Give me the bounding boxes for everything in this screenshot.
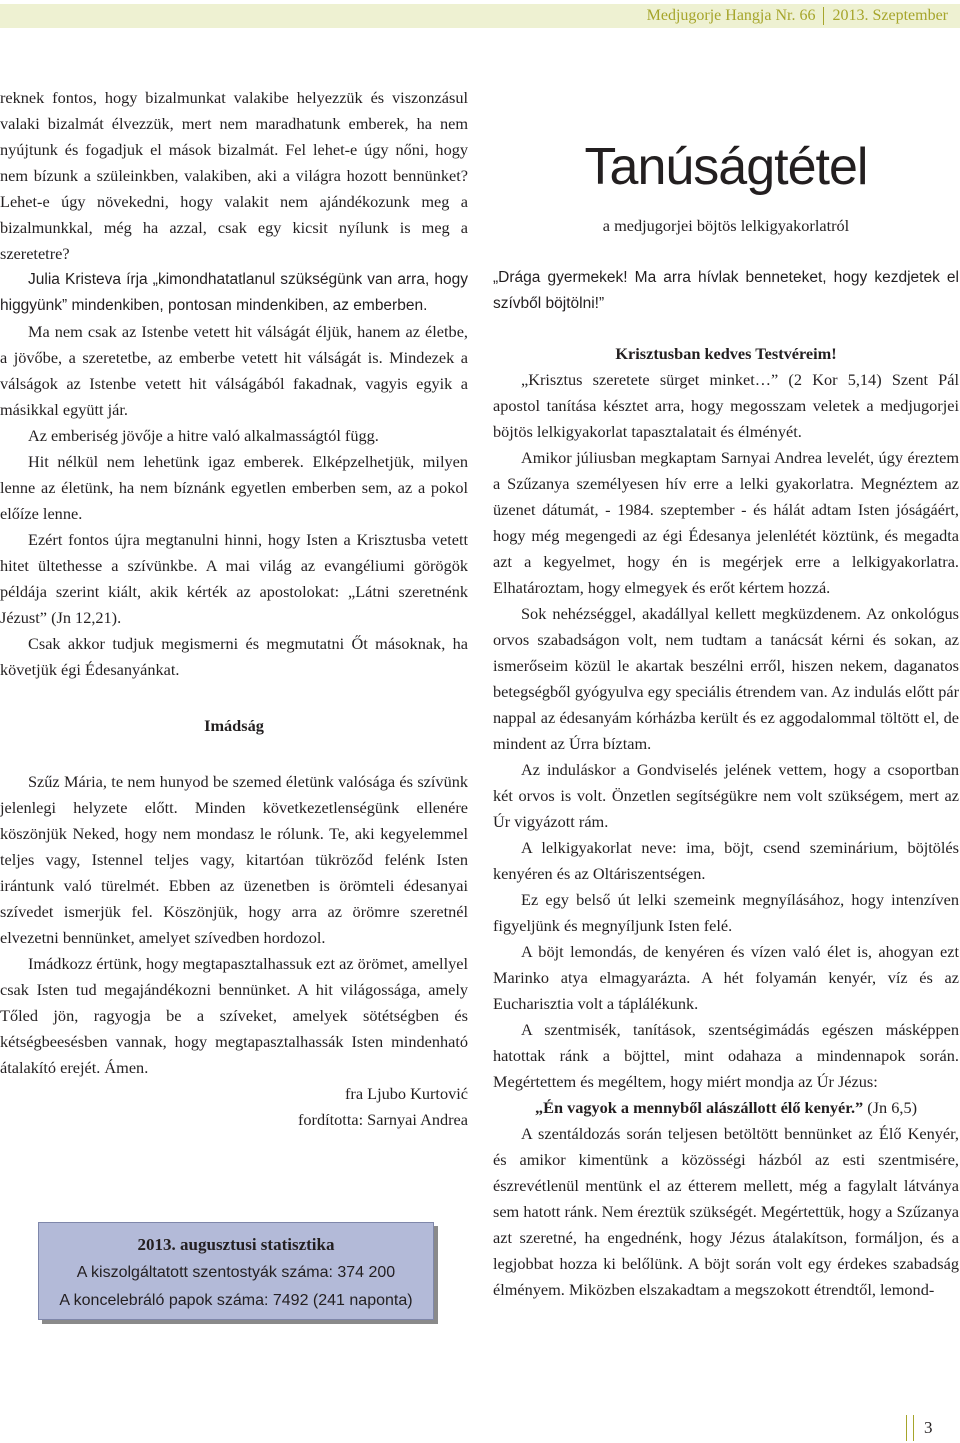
prayer-paragraph: Imádkozz értünk, hogy megtapasztalhassuk ezt az örömet, amellyel csak Isten tud megajándékozni bennünket. A hit világossága, amely Tőled jön, ragyogja be a szíveket, amelyek sötétségben és kétségbeesésben vannak, hogy megtapasztalhassák Isten mindenható átalakító erejét. Ámen. [0,954,468,1077]
issue-number: Nr. 66 [775,7,816,24]
article-title-block [493,135,959,239]
paragraph: Sok nehézséggel, akadállyal kellett megküzdenem. Az onkológus orvos szabadságon volt, nem tudtam a tanácsát kérni és sokan, az ismerőseim közül le akartak beszélni erről, hiszen nekem, daganatos betegségből gyógyulva egy speciális étrendem van. Az indulás előtt pár nappal az édesanyám kórházba került és ez aggodalommal töltött el, de mindent az Úrra bíztam. [493,604,959,753]
paragraph: Az induláskor a Gondviselés jelének vettem, hogy a csoportban két orvos is volt. Önzetlen segítségükre nem volt szükségem, mert az Úr vigyázott rám. [493,760,959,831]
publication-name: Medjugorje Hangja [646,7,772,24]
scripture-quote [493,1095,959,1121]
signature-translator: fordította: Sarnyai Andrea [298,1110,468,1129]
prayer-paragraph: Szűz Mária, te nem hunyod be szemed életünk valósága és szívünk jelenlegi helyzete előtt. Minden következetlenségünk ellenére köszönjük Neked, hogy nem mondasz le rólunk. Te, aki kegyelemmel teljes vagy, Istennel teljes vagy, kitartóan tükröződ felénk Isten irántunk való türelmét. Ebben az üzenetben is örömteli édesanyai szívedet ismerjük fel. Köszönjük, hogy arra az örömre szeretnél elvezetni bennünket, amelyet szívedben hordozol. [0,772,468,947]
issue-date: 2013. Szeptember [832,7,948,24]
header-text [647,6,948,26]
paragraph: „Krisztus szeretete sürget minket…” (2 Kor 5,14) Szent Pál apostol tanítása késztet arra, hogy megosszam veletek a medjugorjei böjtös lelkigyakorlat tapasztalatait és élményét. [493,370,959,441]
statistics-line: A kiszolgáltatott szentostyák száma: 374 200 [76,1264,396,1281]
paragraph: Julia Kristeva írja „kimondhatatlanul szükségünk van arra, hogy higgyünk” mindenkiben, pontosan mindenkiben, az emberben. [0,271,468,314]
right-column [493,265,959,1303]
paragraph: A böjt lemondás, de kenyéren és vízen való élet is, ahogyan ezt Marinko atya elmagyarázta. A hét folyamán kenyér, víz és az Eucharisztia volt a táplálékunk. [493,942,959,1013]
page-number: 3 [924,1418,933,1437]
statistics-title: 2013. augusztusi statisztika [137,1235,335,1254]
paragraph: Az emberiség jövője a hitre való alkalmasságtól függ. [28,426,379,445]
header-separator [823,7,824,25]
paragraph: Csak akkor tudjuk megismerni és megmutatni Őt másoknak, ha követjük égi Édesanyánkat. [0,634,468,679]
paragraph: Ez egy belső út lelki szemeink megnyílásához, hogy intenzíven figyeljünk és megnyíljunk Isten felé. [493,890,959,935]
page-header [0,0,960,32]
statistics-box [38,1222,434,1320]
footer-rule [913,1415,914,1441]
paragraph: A szentmisék, tanítások, szentségimádás egészen másképpen hatottak ránk a böjttel, mint odahaza a mindennapok során. Megértettem és megéltem, hogy miért mondja az Úr Jézus: [493,1020,959,1091]
paragraph: Ezért fontos újra megtanulni hinni, hogy Isten a Krisztusba vetett hitet ültethesse a szívünkbe. A mai világ az evangéliumi görögök példája szerint kiált, akik kérték az apostolokat: „Látni szeretnénk Jézust” (Jn 12,21). [0,530,468,627]
paragraph: Hit nélkül nem lehetünk igaz emberek. Elképzelhetjük, milyen lenne az életünk, ha nem bíznánk egyetlen emberben sem, az a pokol előíze lenne. [0,452,468,523]
statistics-line: A koncelebráló papok száma: 7492 (241 naponta) [59,1292,413,1309]
left-column [0,85,468,1133]
article-title: Tanúságtétel [584,138,868,196]
footer-rule [906,1415,907,1441]
paragraph: Amikor júliusban megkaptam Sarnyai Andrea levelét, úgy éreztem a Szűzanya személyesen hív erre a lelki gyakorlatra. Megnéztem az üzenet dátumát, - 1984. szeptember - és hálát adtam Isten jóságáért, hogy még megengedi az égi Édesanya jelenlétét köztünk, és megadta azt a kegyelmet, hogy én is megérjek erre a lelkigyakorlatra. Elhatároztam, hogy elmegyek és erőt kértem hozzá. [493,448,959,597]
signature-author: fra Ljubo Kurtović [345,1084,468,1103]
paragraph: A szentáldozás során teljesen betöltött bennünket az Élő Kenyér, és amikor kimentünk a közösségi házból az esti szentmisére, észrevétlenül mentünk el az étterem mellett, még a fagylalt látványa sem hatott ránk. Nem éreztük szükségét. Megértettük, hogy a Szűzanya azt szeretné, ha engednénk, hogy Jézus átalakítson, formáljon, és a legjobbat hozza ki belőlünk. A böjt során volt egy érdekes szabadság élményem. Miközben elszakadtam a megszokott étrendtől, lemond- [493,1124,959,1299]
greeting: Krisztusban kedves Testvéreim! [615,344,837,363]
prayer-title: Imádság [204,716,264,735]
scripture-reference: (Jn 6,5) [867,1098,918,1117]
scripture-quote-text: „Én vagyok a mennyből alászállott élő kenyér.” [534,1098,864,1117]
paragraph: reknek fontos, hogy bizalmunkat valakibe helyezzük és viszonzásul valaki bizalmát élvezzük, mert nem maradhatunk emberek, ha nem nyújtunk és fogadjuk el mások bizalmát. Fel lehet-e úgy nőni, hogy nem bízunk a szüleinkben, valakiben, aki a világra hozott bennünket? Lehet-e úgy növekedni, hogy valakit nem ajándékozunk meg a bizalmunkkal, még ha azzal, csak egy kicsit nyílunk is meg a szeretetre? [0,88,468,263]
paragraph: A lelkigyakorlat neve: ima, böjt, csend szeminárium, böjtölés kenyéren és az Oltáriszentségen. [493,838,959,883]
paragraph: Ma nem csak az Istenbe vetett hit válságát éljük, hanem az életbe, a jövőbe, a szeretetbe, az emberbe vetett hit válságát is. Mindezek a válságok az Istenbe vetett hit válságából fakadnak, vagyis egyik a másikkal együtt jár. [0,322,468,419]
article-subtitle: a medjugorjei böjtös lelkigyakorlatról [602,216,850,235]
message-quote: „Drága gyermekek! Ma arra hívlak benneteket, hogy kezdjetek el szívből böjtölni!” [493,269,959,312]
